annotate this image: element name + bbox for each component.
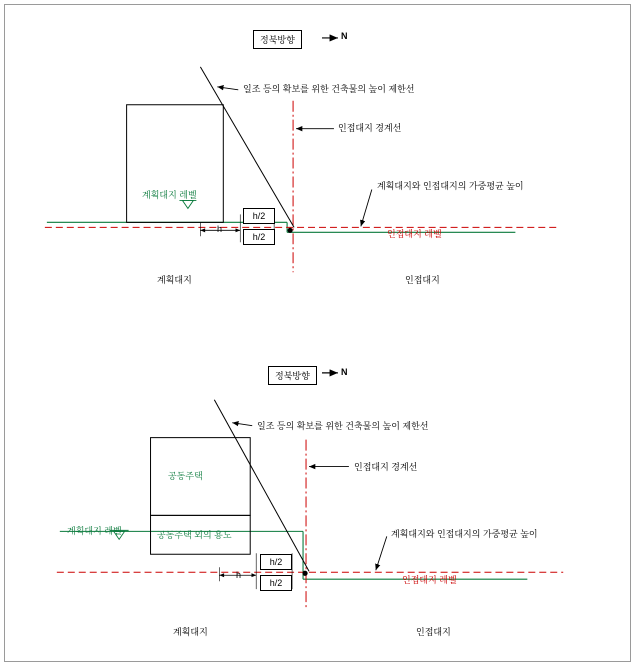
plan-site-level-label-lower: 계획대지 레벨 bbox=[67, 526, 122, 536]
plan-site-label-lower: 계획대지 bbox=[173, 627, 208, 637]
north-direction-label-lower: 정북방향 bbox=[275, 371, 310, 381]
weighted-average-height-label-upper: 계획대지와 인접대지의 가중평균 높이 bbox=[377, 181, 524, 191]
apartment-block-label: 공동주택 bbox=[168, 471, 203, 481]
plan-site-level-label-upper: 계획대지 레벨 bbox=[142, 190, 197, 200]
dimension-h-half-lower-top: h/2 bbox=[260, 554, 292, 570]
adjacent-site-label-upper: 인접대지 bbox=[405, 275, 440, 285]
adjacent-site-label-lower: 인접대지 bbox=[416, 627, 451, 637]
north-direction-label-upper: 정북방향 bbox=[260, 35, 295, 45]
dimension-h-label-lower: h bbox=[236, 570, 242, 580]
adjacent-boundary-label-upper: 인접대지 경계선 bbox=[338, 123, 402, 133]
north-letter-upper: N bbox=[341, 31, 348, 41]
figure-frame bbox=[4, 4, 631, 662]
north-direction-box-upper bbox=[253, 30, 302, 49]
north-letter-lower: N bbox=[341, 367, 348, 377]
diagram-artwork bbox=[5, 5, 630, 661]
adjacent-site-level-label-lower: 인접대지 레벨 bbox=[402, 575, 457, 585]
north-direction-box-lower bbox=[268, 366, 317, 385]
adjacent-boundary-label-lower: 인접대지 경계선 bbox=[354, 462, 418, 472]
height-limit-line-label-upper: 일조 등의 확보를 위한 건축물의 높이 제한선 bbox=[243, 84, 415, 94]
dimension-h-label-upper: h bbox=[217, 224, 223, 234]
dimension-h-half-upper-bottom: h/2 bbox=[243, 229, 275, 245]
dimension-h-half-lower-bottom: h/2 bbox=[260, 575, 292, 591]
dimension-h-half-upper-top: h/2 bbox=[243, 208, 275, 224]
adjacent-site-level-label-upper: 인접대지 레벨 bbox=[387, 229, 442, 239]
plan-site-label-upper: 계획대지 bbox=[157, 275, 192, 285]
weighted-average-height-label-lower: 계획대지와 인접대지의 가중평균 높이 bbox=[391, 529, 538, 539]
height-limit-line-label-lower: 일조 등의 확보를 위한 건축물의 높이 제한선 bbox=[257, 421, 429, 431]
non-apartment-use-block-label: 공동주택 외의 용도 bbox=[157, 530, 232, 540]
